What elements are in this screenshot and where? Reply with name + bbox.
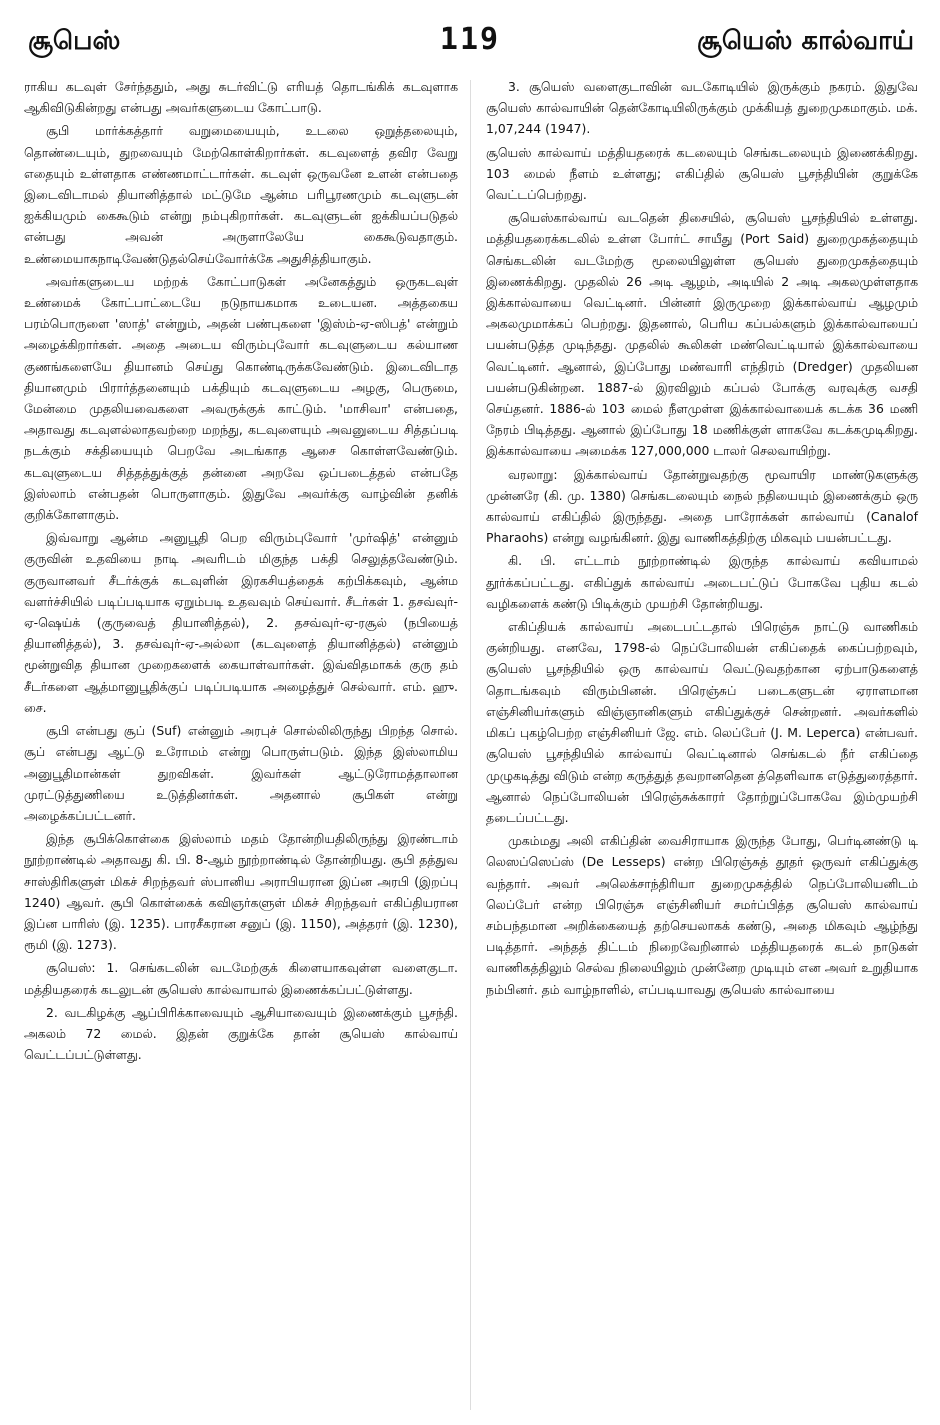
paragraph: சூயெஸ்கால்வாய் வடதென் திசையில், சூயெஸ் பூசந்தியில் உள்ளது. மத்தியதரைக்கடலில் உள்ள போர்ட் சாயீது (Port Said) துறைமுகத்தையும் செங்கடலின் வடமேற்கு மூலையிலுள்ள சூயெஸ் துறைமுகத்தையும் இணைக்கிறது. முதலில் 26 அடி ஆழம், அடியில் 2 அடி அகலமுள்ளதாக இக்கால்வாயை வெட்டினர். பின்னர் இருமுறை இக்கால்வாய் ஆழமும் அகலமுமாக்கப் பெற்றது. இதனால், பெரிய கப்பல்களும் இக்கால்வாயைப் பயன்படுத்த முடிந்தது. முதலில் கூலிகள் மண்வெட்டியால் இக்கால்வாயை வெட்டினர். ஆனால், இப்போது மண்வாரி எந்திரம் (Dredger) முதலியன பயன்படுகின்றன. 1887-ல் இரவிலும் கப்பல் போக்கு வரவுக்கு வசதி செய்தனர். 1886-ல் 103 மைல் நீளமுள்ள இக்கால்வாயைக் கடக்க 36 மணி நேரம் பிடித்தது. ஆனால் இப்போது 18 மணிக்குள் ளாகவே கடக்கமுடிகிறது. இக்கால்வாயை அமைக்க 127,000,000 டாலர் செலவாயிற்று.: [486, 210, 918, 459]
paragraph: ராகிய கடவுள் சேர்ந்ததும், அது சுடர்விட்டு எரியத் தொடங்கிக் கடவுளாக ஆகிவிடுகின்றது என்பது அவர்களுடைய கோட்பாடு.: [24, 79, 458, 116]
paragraph: சூபி என்பது சூப் (Suf) என்னும் அரபுச் சொல்லிலிருந்து பிறந்த சொல். சூப் என்பது ஆட்டு உரோமம் என்று பொருள்படும். இந்த இஸ்லாமிய அனுபூதிமான்கள் துறவிகள். இவர்கள் ஆட்டுரோமத்தாலான முரட்டுத்துணியை உடுத்தினர்கள். அதனால் சூபிகள் என்று அழைக்கப்பட்டனர்.: [24, 723, 458, 823]
paragraph: 3. சூயெஸ் வளைகுடாவின் வடகோடியில் இருக்கும் நகரம். இதுவே சூயெஸ் கால்வாயின் தென்கோடியிலிருக்கும் முக்கியத் துறைமுகமாகும். மக். 1,07,244 (1947).: [486, 79, 918, 137]
running-head-left: சூபெஸ்: [28, 26, 121, 56]
running-head-right: சூயெஸ் கால்வாய்: [697, 26, 914, 56]
page-number: 119: [439, 22, 501, 57]
paragraph: கி. பி. எட்டாம் நூற்றாண்டில் இருந்த கால்வாய் கவியாமல் தூர்க்கப்பட்டது. எகிப்துக் கால்வாய் அடைபட்டுப் போகவே புதிய கடல் வழிகளைக் கண்டு பிடிக்கும் முயற்சி தோன்றியது.: [486, 553, 918, 611]
paragraph: 2. வடகிழக்கு ஆப்பிரிக்காவையும் ஆசியாவையும் இணைக்கும் பூசந்தி. அகலம் 72 மைல். இதன் குறுக்கே தான் சூயெஸ் கால்வாய் வெட்டப்பட்டுள்ளது.: [24, 1004, 458, 1063]
right-column: [486, 76, 918, 1002]
paragraph: முகம்மது அலி எகிப்தின் வைசிராயாக இருந்த போது, பெர்டினண்டு டி லெஸப்ஸெப்ஸ் (De Lesseps) என்ற பிரெஞ்சுத் தூதர் ஒருவர் எகிப்துக்கு வந்தார். அவர் அலெக்சாந்திரியா துறைமுகத்தில் நெப்போலியனிடம் லெப்பேர் என்ற பிரெஞ்சு எஞ்சினியர் சமர்ப்பித்த சூயெஸ் கால்வாய் சம்பந்தமான அறிக்கையைத் தற்செயலாகக் கண்டு, அதை மிகவும் ஆழ்ந்து படித்தார். அந்தத் திட்டம் நிறைவேறினால் மத்தியதரைக் கடல் நாடுகள் வாணிகத்திலும் செல்வ நிலையிலும் முன்னேற முடியும் என அவர் உறுதியாக நம்பினர். தம் வாழ்நாளில், எப்படியாவது சூயெஸ் கால்வாயை: [486, 833, 918, 997]
headword-paragraph: சூயெஸ் கால்வாய் மத்தியதரைக் கடலையும் செங்கடலையும் இணைக்கிறது. 103 மைல் நீளம் உள்ளது; எகிப்தில் சூயெஸ் பூசந்தியின் குறுக்கே வெட்டப்பெற்றது.: [486, 144, 918, 203]
paragraph: இவ்வாறு ஆன்ம அனுபூதி பெற விரும்புவோர் 'முர்ஷித்' என்னும் குருவின் உதவியை நாடி அவரிடம் மிகுந்த பக்தி செலுத்தவேண்டும். குருவானவர் சீடர்க்குக் கடவுளின் இரகசியத்தைக் கற்பிக்கவும், ஆன்ம வளர்ச்சியில் படிப்படியாக ஏறும்படி உதவவும் செய்வார். சீடர்கள் 1. தசவ்வுர்-ஏ-ஷெய்க் (குருவைத் தியானித்தல்), 2. தசவ்வுர்-ஏ-ரசூல் (நபியைத் தியானித்தல்), 3. தசவ்வுர்-ஏ-அல்லா (கடவுளைத் தியானித்தல்) என்னும் மூன்றுவித தியான முறைகளைக் கையாள்வார்கள். இவ்விதமாகக் குரு தம் சீடர்களை ஆத்மானுபூதிக்குப் படிப்படியாக அழைத்துச் செல்வார். எம். ஹு. சை.: [24, 530, 458, 715]
headword-paragraph: சூயெஸ்: 1. செங்கடலின் வடமேற்குக் கிளையாகவுள்ள வளைகுடா. மத்தியதரைக் கடலுடன் சூயெஸ் கால்வாயால் இணைக்கப்பட்டுள்ளது.: [24, 960, 458, 997]
column-divider: [470, 80, 471, 1410]
paragraph: எகிப்தியக் கால்வாய் அடைபட்டதால் பிரெஞ்சு நாட்டு வாணிகம் குன்றியது. எனவே, 1798-ல் நெப்போலியன் எகிப்தைக் கைப்பற்றவும், சூயெஸ் பூசந்தியில் ஒரு கால்வாய் வெட்டுவதற்கான ஏற்பாடுகளைத் தொடங்கவும் விரும்பினன். பிரெஞ்சுப் படைகளுடன் ஏராளமான எஞ்சினியர்களும் விஞ்ஞானிகளும் எகிப்துக்குச் சென்றனர். அவர்களில் மிகப் புகழ்பெற்ற எஞ்சினியர் ஜே. எம். லெப்பேர் (J. M. Leperca) என்பவர். சூயெஸ் பூசந்தியில் கால்வாய் வெட்டினால் செங்கடல் நீர் எகிப்தை முழுகடித்து விடும் என்ற கருத்துத் தவறானதென த்தெளிவாக எடுத்துரைத்தார். ஆனால் நெப்போலியன் பிரெஞ்சுக்காரர் தோற்றுப்போகவே இம்முயற்சி தடைப்பட்டது.: [486, 619, 918, 825]
paragraph: இந்த சூபிக்கொள்கை இஸ்லாம் மதம் தோன்றியதிலிருந்து இரண்டாம் நூற்றாண்டில் அதாவது கி. பி. 8-ஆம் நூற்றாண்டில் தோன்றியது. சூபி தத்துவ சாஸ்திரிகளுள் மிகச் சிறந்தவர் ஸ்பானிய அராபியரான இப்ன அரபி (இறப்பு 1240) ஆவர். சூபி கொள்கைக் கவிஞர்களுள் மிகச் சிறந்தவர் எகிப்தியரான இப்ன பாரிஸ் (இ. 1235). பாரசீகரான சனுப் (இ. 1150), அத்தரர் (இ. 1230), ரூமி (இ. 1273).: [24, 831, 458, 953]
left-column: [24, 76, 458, 1067]
paragraph: சூபி மார்க்கத்தார் வறுமையையும், உடலை ஒறுத்தலையும், தொண்டையும், துறவையும் மேற்கொள்கிறார்கள். கடவுளைத் தவிர வேறு எதையும் உள்ளதாக எண்ணமாட்டார்கள். கடவுள் ஒருவனே உளன் என்பதை இடைவிடாமல் தியானித்தால் மட்டுமே ஆன்ம பரிபூரணமும் கடவுளுடன் ஐக்கியமும் கைகூடும் என்று நம்புகிறார்கள். கடவுளுடன் ஐக்கியப்படுதல் என்பது அவன் அருளாலேயே கைகூடுவதாகும். உண்மையாகநாடிவேண்டுதல்செய்வோர்க்கே அதுசித்தியாகும்.: [24, 123, 458, 266]
paragraph: வரலாறு: இக்கால்வாய் தோன்றுவதற்கு மூவாயிர மாண்டுகளுக்கு முன்னரே (கி. மு. 1380) செங்கடலையும் நைல் நதியையும் இணைக்கும் ஒரு கால்வாய் எகிப்தில் இருந்தது. அதை பாரோக்கள் கால்வாய் (Canalof Pharaohs) என்று வழங்கினர். இது வாணிகத்திற்கு மிகவும் பயன்பட்டது.: [486, 466, 918, 546]
paragraph: அவர்களுடைய மற்றக் கோட்பாடுகள் அனேகத்தும் ஒருகடவுள் உண்மைக் கோட்பாட்டையே நடுநாயகமாக உடையன. அத்தகைய பரம்பொருளை 'ஸாத்' என்றும், அதன் பண்புகளை 'இஸ்ம்-ஏ-ஸிபத்' என்றும் அழைக்கிறார்கள். அதை அடைய விரும்புவோர் கடவுளுடைய கல்யாண குணங்களையே தியானம் செய்து கொண்டிருக்கவேண்டும். இடைவிடாத தியானமும் பிரார்த்தனையும் பக்தியும் கடவுளுடைய அழகு, பெருமை, மேன்மை முதலியவைகளை அவருக்குக் காட்டும். 'மாசிவா' என்பதை, அதாவது கடவுளல்லாதவற்றை மறந்து, கடவுளையும் அவனுடைய சித்தப்படி நடக்கும் சக்தியையும் பெறவே அடங்காத ஆசை கொள்ளவேண்டும். கடவுளுடைய சித்தத்துக்குத் தன்னை அறவே ஒப்படைத்தல் என்பதே இஸ்லாம் என்பதன் பொருளாகும். இதுவே அவர்க்கு வாழ்வின் தனிக் குறிக்கோளாகும்.: [24, 273, 458, 523]
